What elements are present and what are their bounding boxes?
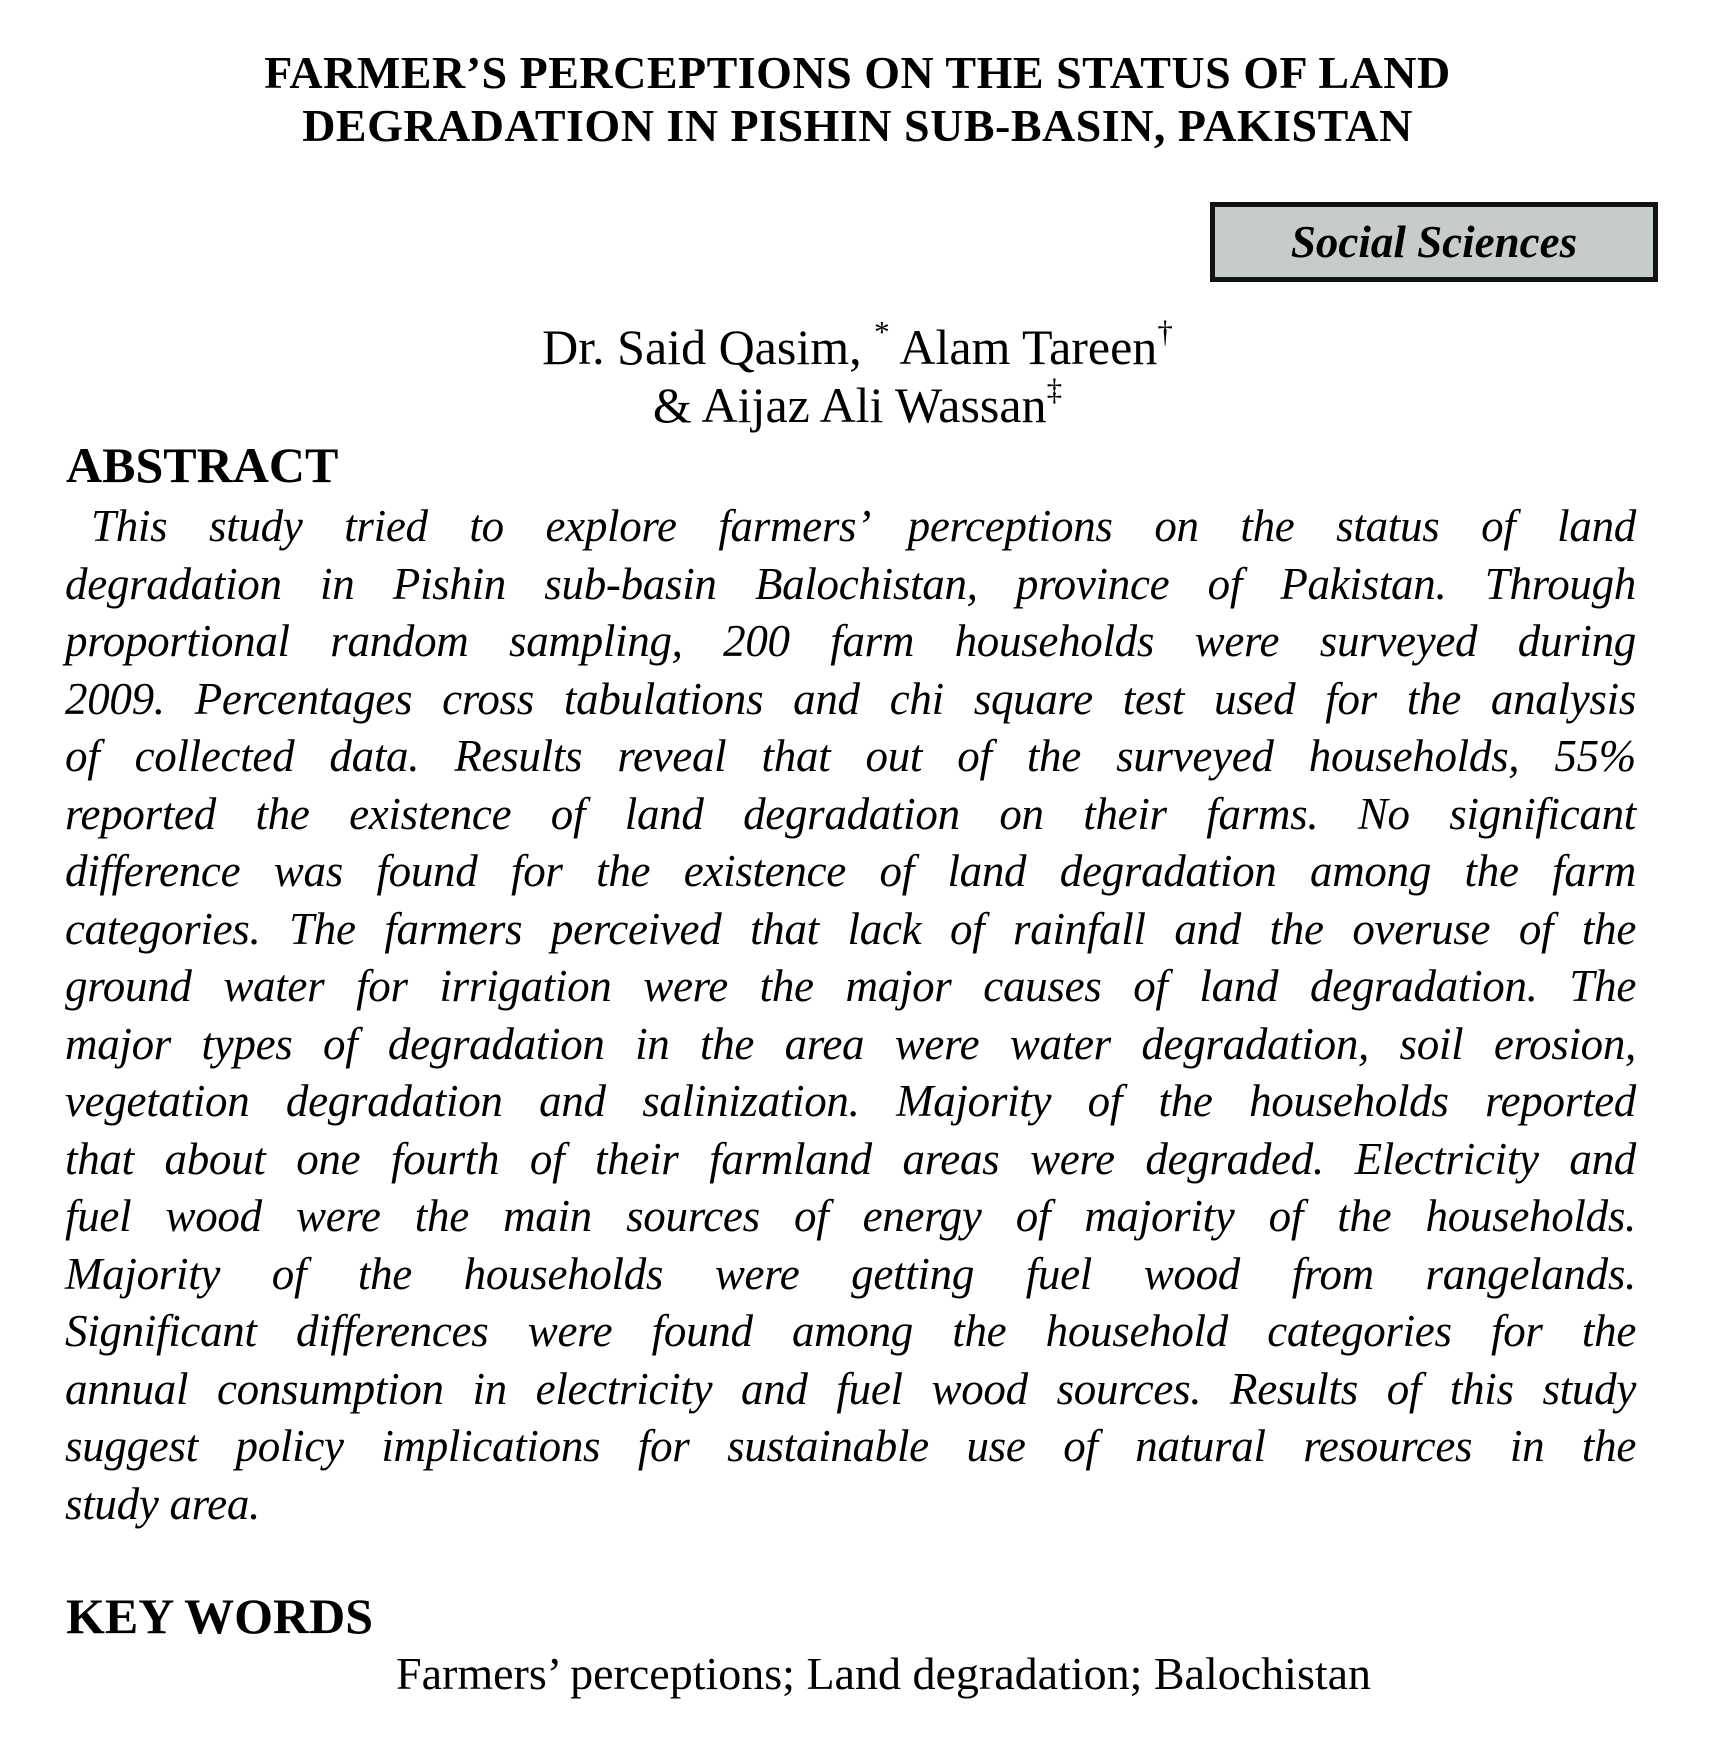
author-footnote-mark: * [874, 314, 890, 349]
abstract-line: fuel wood were the main sources of energy of majority of the households. [65, 1191, 1636, 1241]
abstract-line: ground water for irrigation were the major causes of land degradation. The [65, 961, 1636, 1011]
abstract-line: degradation in Pishin sub-basin Balochistan, province of Pakistan. Through [65, 558, 1636, 609]
keywords-heading: KEY WORDS [66, 1588, 374, 1644]
author-line [0, 372, 1715, 434]
author-line [0, 314, 1715, 376]
abstract-line: that about one fourth of their farmland areas were degraded. Electricity and [65, 1133, 1636, 1184]
abstract-line: annual consumption in electricity and fuel wood sources. Results of this study [65, 1363, 1636, 1414]
paper-title [0, 0, 1715, 152]
abstract-line: Majority of the households were getting fuel wood from rangelands. [65, 1248, 1636, 1299]
abstract-text [65, 498, 1636, 1533]
author-footnote-mark: † [1157, 314, 1173, 349]
abstract-line: proportional random sampling, 200 farm households were surveyed during [65, 616, 1636, 666]
category-badge-row [0, 202, 1715, 282]
abstract-line: Significant differences were found among the household categories for the [65, 1306, 1636, 1356]
author-block [0, 314, 1715, 434]
abstract-heading: ABSTRACT [66, 437, 339, 493]
author-name-text: Dr. Said Qasim, [542, 319, 875, 375]
abstract-line: difference was found for the existence of land degradation among the farm [65, 846, 1636, 896]
author-footnote-mark: ‡ [1046, 372, 1063, 407]
author-name-text: Alam Tareen [889, 319, 1158, 375]
abstract-line: categories. The farmers perceived that lack of rainfall and the overuse of the [65, 903, 1636, 954]
abstract-line: 2009. Percentages cross tabulations and chi square test used for the analysis [65, 673, 1636, 724]
abstract-line: major types of degradation in the area were water degradation, soil erosion, [65, 1018, 1636, 1069]
paper-title-line-2: DEGRADATION IN PISHIN SUB-BASIN, PAKISTAN [302, 100, 1413, 151]
category-badge: Social Sciences [1210, 202, 1658, 282]
paper-title-line-1: FARMER’S PERCEPTIONS ON THE STATUS OF LAND [264, 47, 1451, 98]
author-name-text: & Aijaz Ali Wassan [652, 377, 1047, 433]
abstract-line: of collected data. Results reveal that out of the surveyed households, 55% [65, 731, 1636, 781]
abstract-line: reported the existence of land degradation on their farms. No significant [65, 788, 1636, 839]
abstract-line: suggest policy implications for sustainable use of natural resources in the [65, 1421, 1636, 1471]
keywords-text: Farmers’ perceptions; Land degradation; Balochistan [396, 1648, 1372, 1699]
abstract-line: This study tried to explore farmers’ perceptions on the status of land [91, 501, 1636, 551]
abstract-line: vegetation degradation and salinization. Majority of the households reported [65, 1076, 1636, 1126]
abstract-line: study area. [65, 1478, 261, 1529]
